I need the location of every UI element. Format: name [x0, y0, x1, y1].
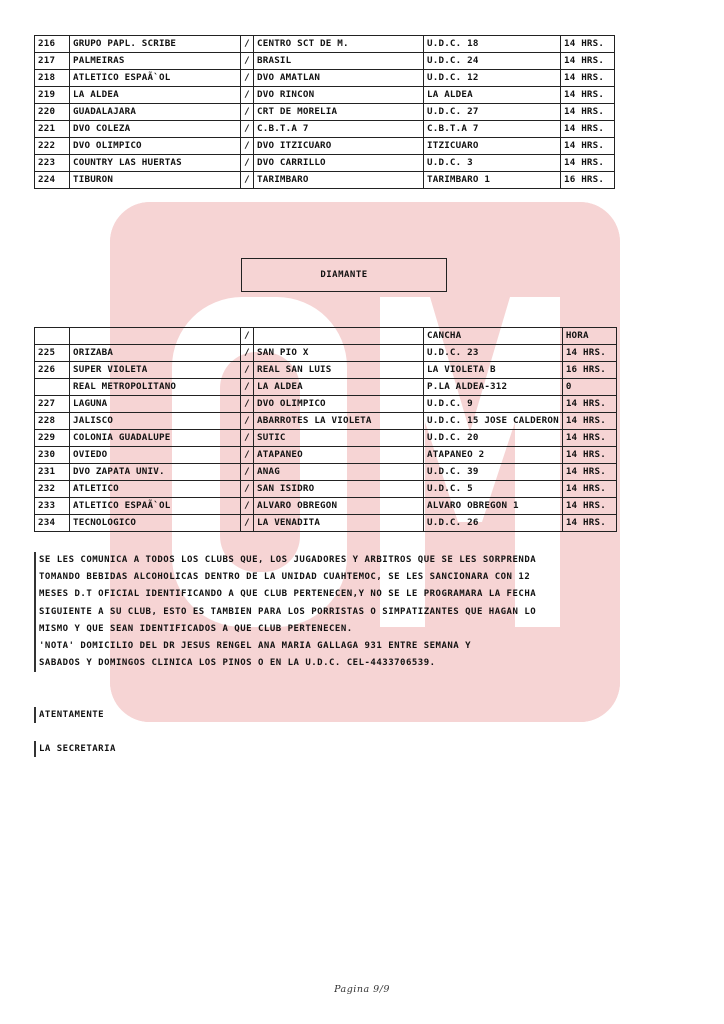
cell-field: U.D.C. 39 — [424, 464, 563, 481]
cell-field: U.D.C. 24 — [424, 53, 561, 70]
cell-home: ATLETICO ESPAÃ`OL — [70, 70, 241, 87]
cell-sep: / — [241, 345, 254, 362]
cell-away: CRT DE MORELIA — [254, 104, 424, 121]
cell-time: 14 HRS. — [562, 413, 616, 430]
table-header-row — [35, 328, 617, 345]
cell-home: DVO OLIMPICO — [70, 138, 241, 155]
cell-sep: / — [241, 138, 254, 155]
cell-away: REAL SAN LUIS — [254, 362, 424, 379]
cell-home: OVIEDO — [70, 447, 241, 464]
cell-sep: / — [241, 498, 254, 515]
cell-away: BRASIL — [254, 53, 424, 70]
cell-away: ABARROTES LA VIOLETA — [254, 413, 424, 430]
cell-num: 233 — [35, 498, 70, 515]
cell-time: 14 HRS. — [562, 396, 616, 413]
cell-sep: / — [241, 481, 254, 498]
cell-home: JALISCO — [70, 413, 241, 430]
cell-sep: / — [241, 464, 254, 481]
cell-field: ITZICUARO — [424, 138, 561, 155]
schedule-table-diamante — [34, 327, 617, 532]
cell-away: ANAG — [254, 464, 424, 481]
header-away — [254, 328, 424, 345]
cell-field: ALVARO OBREGON 1 — [424, 498, 563, 515]
table-row — [35, 36, 615, 53]
cell-away: DVO RINCON — [254, 87, 424, 104]
cell-home: REAL METROPOLITANO — [70, 379, 241, 396]
cell-num: 219 — [35, 87, 70, 104]
cell-away: DVO ITZICUARO — [254, 138, 424, 155]
table-row — [35, 464, 617, 481]
cell-num: 227 — [35, 396, 70, 413]
table-row — [35, 515, 617, 532]
table-row — [35, 447, 617, 464]
signature-text: LA SECRETARIA — [34, 741, 116, 757]
notice-line: MESES D.T OFICIAL IDENTIFICANDO A QUE CLUB PERTENECEN,Y NO SE LE PROGRAMARA LA FECHA — [39, 589, 537, 600]
cell-time: 14 HRS. — [562, 498, 616, 515]
table-row — [35, 498, 617, 515]
header-home — [70, 328, 241, 345]
cell-time: 14 HRS. — [561, 155, 615, 172]
table-row — [35, 104, 615, 121]
cell-num: 228 — [35, 413, 70, 430]
cell-time: 14 HRS. — [561, 121, 615, 138]
cell-home: TIBURON — [70, 172, 241, 189]
cell-field: U.D.C. 3 — [424, 155, 561, 172]
cell-num: 231 — [35, 464, 70, 481]
cell-home: ORIZABA — [70, 345, 241, 362]
schedule-table-1 — [34, 35, 615, 189]
cell-field: U.D.C. 20 — [424, 430, 563, 447]
cell-field: U.D.C. 5 — [424, 481, 563, 498]
cell-time: 14 HRS. — [561, 104, 615, 121]
cell-away: ALVARO OBREGON — [254, 498, 424, 515]
cell-away: ATAPANEO — [254, 447, 424, 464]
cell-field: U.D.C. 27 — [424, 104, 561, 121]
cell-time: 14 HRS. — [562, 515, 616, 532]
table-row — [35, 53, 615, 70]
cell-num: 230 — [35, 447, 70, 464]
cell-time: 14 HRS. — [561, 70, 615, 87]
notice-paragraph — [34, 552, 599, 672]
table-row — [35, 155, 615, 172]
cell-field: LA ALDEA — [424, 87, 561, 104]
cell-field: U.D.C. 18 — [424, 36, 561, 53]
cell-num — [35, 379, 70, 396]
cell-sep: / — [241, 515, 254, 532]
cell-sep: / — [241, 87, 254, 104]
cell-sep: / — [241, 70, 254, 87]
cell-home: ATLETICO ESPAÃ`OL — [70, 498, 241, 515]
cell-num: 224 — [35, 172, 70, 189]
cell-home: ATLETICO — [70, 481, 241, 498]
cell-field: LA VIOLETA B — [424, 362, 563, 379]
cell-field: C.B.T.A 7 — [424, 121, 561, 138]
section-title: DIAMANTE — [320, 270, 368, 280]
cell-away: DVO CARRILLO — [254, 155, 424, 172]
cell-home: COUNTRY LAS HUERTAS — [70, 155, 241, 172]
cell-home: PALMEIRAS — [70, 53, 241, 70]
cell-away: TARIMBARO — [254, 172, 424, 189]
cell-time: 14 HRS. — [562, 464, 616, 481]
cell-num: 229 — [35, 430, 70, 447]
cell-num: 216 — [35, 36, 70, 53]
cell-sep: / — [241, 413, 254, 430]
cell-time: 14 HRS. — [561, 53, 615, 70]
cell-time: 14 HRS. — [561, 87, 615, 104]
cell-sep: / — [241, 155, 254, 172]
header-num — [35, 328, 70, 345]
cell-field: U.D.C. 12 — [424, 70, 561, 87]
cell-time: 14 HRS. — [562, 447, 616, 464]
cell-time: 14 HRS. — [561, 138, 615, 155]
cell-time: 0 — [562, 379, 616, 396]
notice-line: SE LES COMUNICA A TODOS LOS CLUBS QUE, LOS JUGADORES Y ARBITROS QUE SE LES SORPRENDA — [39, 555, 537, 565]
cell-away: SAN ISIDRO — [254, 481, 424, 498]
cell-num: 234 — [35, 515, 70, 532]
table-row — [35, 172, 615, 189]
table-row — [35, 413, 617, 430]
cell-time: 14 HRS. — [562, 345, 616, 362]
notice-line: SABADOS Y DOMINGOS CLINICA LOS PINOS O EN LA U.D.C. CEL-4433706539. — [39, 658, 436, 669]
cell-sep: / — [241, 104, 254, 121]
page-number: Pagina 9/9 — [334, 984, 390, 995]
cell-num: 225 — [35, 345, 70, 362]
cell-field: U.D.C. 15 JOSE CALDERON — [424, 413, 563, 430]
cell-field: ATAPANEO 2 — [424, 447, 563, 464]
cell-field: U.D.C. 26 — [424, 515, 563, 532]
cell-field: P.LA ALDEA-312 — [424, 379, 563, 396]
table-row — [35, 345, 617, 362]
notice-line: SIGUIENTE A SU CLUB, ESTO ES TAMBIEN PARA LOS PORRISTAS O SIMPATIZANTES QUE HAGAN LO — [39, 606, 537, 617]
cell-num: 221 — [35, 121, 70, 138]
cell-field: U.D.C. 23 — [424, 345, 563, 362]
closing-text: ATENTAMENTE — [34, 707, 104, 723]
cell-away: C.B.T.A 7 — [254, 121, 424, 138]
cell-num: 226 — [35, 362, 70, 379]
cell-num: 218 — [35, 70, 70, 87]
table-row — [35, 138, 615, 155]
cell-time: 14 HRS. — [562, 430, 616, 447]
table-row — [35, 70, 615, 87]
notice-line: MISMO Y QUE SEAN IDENTIFICADOS A QUE CLUB PERTENECEN. — [39, 623, 353, 634]
table-row — [35, 87, 615, 104]
cell-sep: / — [241, 36, 254, 53]
cell-num: 217 — [35, 53, 70, 70]
header-field: CANCHA — [424, 328, 563, 345]
cell-home: LA ALDEA — [70, 87, 241, 104]
cell-num: 220 — [35, 104, 70, 121]
notice-line: 'NOTA' DOMICILIO DEL DR JESUS RENGEL ANA MARIA GALLAGA 931 ENTRE SEMANA Y — [39, 641, 472, 652]
cell-home: DVO ZAPATA UNIV. — [70, 464, 241, 481]
cell-home: COLONIA GUADALUPE — [70, 430, 241, 447]
cell-num: 222 — [35, 138, 70, 155]
table-row — [35, 121, 615, 138]
section-title-box — [241, 258, 447, 292]
cell-sep: / — [241, 121, 254, 138]
cell-home: LAGUNA — [70, 396, 241, 413]
cell-time: 16 HRS. — [562, 362, 616, 379]
cell-sep: / — [241, 430, 254, 447]
cell-time: 14 HRS. — [562, 481, 616, 498]
cell-home: GUADALAJARA — [70, 104, 241, 121]
cell-away: DVO OLIMPICO — [254, 396, 424, 413]
cell-sep: / — [241, 172, 254, 189]
cell-field: TARIMBARO 1 — [424, 172, 561, 189]
cell-away: SUTIC — [254, 430, 424, 447]
header-sep: / — [241, 328, 254, 345]
table-row — [35, 379, 617, 396]
cell-sep: / — [241, 396, 254, 413]
cell-sep: / — [241, 379, 254, 396]
cell-home: DVO COLEZA — [70, 121, 241, 138]
table-row — [35, 396, 617, 413]
table-row — [35, 430, 617, 447]
cell-sep: / — [241, 362, 254, 379]
table-row — [35, 362, 617, 379]
notice-line: TOMANDO BEBIDAS ALCOHOLICAS DENTRO DE LA UNIDAD CUAHTEMOC, SE LES SANCIONARA CON 12 — [39, 572, 531, 583]
cell-away: LA ALDEA — [254, 379, 424, 396]
header-time: HORA — [562, 328, 616, 345]
table-row — [35, 481, 617, 498]
cell-sep: / — [241, 53, 254, 70]
cell-away: CENTRO SCT DE M. — [254, 36, 424, 53]
cell-home: TECNOLOGICO — [70, 515, 241, 532]
cell-away: DVO AMATLAN — [254, 70, 424, 87]
cell-time: 16 HRS. — [561, 172, 615, 189]
cell-num: 223 — [35, 155, 70, 172]
cell-sep: / — [241, 447, 254, 464]
cell-time: 14 HRS. — [561, 36, 615, 53]
cell-away: LA VENADITA — [254, 515, 424, 532]
cell-away: SAN PIO X — [254, 345, 424, 362]
cell-home: SUPER VIOLETA — [70, 362, 241, 379]
cell-home: GRUPO PAPL. SCRIBE — [70, 36, 241, 53]
cell-num: 232 — [35, 481, 70, 498]
cell-field: U.D.C. 9 — [424, 396, 563, 413]
